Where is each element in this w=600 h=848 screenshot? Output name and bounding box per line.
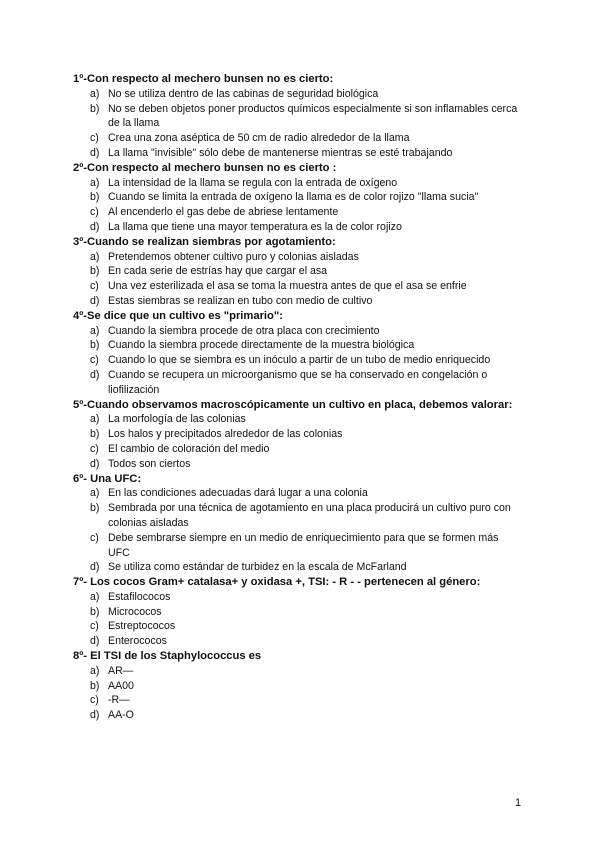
option-letter: d): [90, 457, 100, 470]
option-item: [73, 664, 523, 679]
option-item: [73, 146, 523, 161]
option-item: [73, 531, 523, 561]
option-letter: c): [90, 354, 99, 367]
option-text: Al encenderlo el gas debe de abriese lentamente: [108, 206, 339, 219]
option-letter: b): [90, 102, 100, 115]
page-number: 1: [515, 797, 522, 809]
option-text: No se utiliza dentro de las cabinas de seguridad biológica: [108, 87, 379, 100]
option-item: [73, 501, 523, 531]
option-item: [73, 324, 523, 339]
option-text: Micrococos: [108, 605, 162, 618]
option-letter: d): [90, 561, 100, 574]
option-item: [73, 679, 523, 694]
question-6: [73, 472, 523, 576]
option-letter: c): [90, 442, 99, 455]
option-list: [73, 486, 523, 575]
option-letter: a): [90, 590, 100, 603]
option-letter: b): [90, 339, 100, 352]
option-item: [73, 457, 523, 472]
option-text: Estafilococos: [108, 590, 171, 603]
option-letter: b): [90, 428, 100, 441]
option-letter: b): [90, 679, 100, 692]
option-list: [73, 664, 523, 723]
question-1: [73, 72, 523, 161]
option-text: Pretendemos obtener cultivo puro y colonias aisladas: [108, 250, 359, 263]
option-item: [73, 294, 523, 309]
option-letter: a): [90, 324, 100, 337]
option-list: [73, 412, 523, 471]
option-item: [73, 338, 523, 353]
option-list: [73, 176, 523, 235]
question-4: [73, 309, 523, 398]
option-letter: a): [90, 413, 100, 426]
option-text: No se deben objetos poner productos químicos especialmente si son inflamables cerca de la llama: [108, 102, 518, 130]
option-item: [73, 279, 523, 294]
question-title: 3º-Cuando se realizan siembras por agotamiento:: [73, 235, 336, 248]
option-letter: a): [90, 176, 100, 189]
option-item: [73, 220, 523, 235]
option-item: [73, 368, 523, 398]
option-letter: d): [90, 635, 100, 648]
option-item: [73, 353, 523, 368]
question-8: [73, 649, 523, 723]
option-letter: c): [90, 132, 99, 145]
option-letter: b): [90, 502, 100, 515]
option-text: En cada serie de estrías hay que cargar el asa: [108, 265, 328, 278]
option-item: [73, 590, 523, 605]
question-5: [73, 398, 523, 472]
option-item: [73, 176, 523, 191]
option-text: La intensidad de la llama se regula con la entrada de oxígeno: [108, 176, 398, 189]
option-item: [73, 102, 523, 132]
option-letter: d): [90, 368, 100, 381]
question-list: [73, 72, 523, 723]
option-item: [73, 605, 523, 620]
option-letter: c): [90, 694, 99, 707]
question-title: 6º- Una UFC:: [73, 472, 142, 485]
option-letter: a): [90, 487, 100, 500]
option-letter: a): [90, 664, 100, 677]
option-list: [73, 250, 523, 309]
option-item: [73, 486, 523, 501]
option-text: Sembrada por una técnica de agotamiento en una placa producirá un cultivo puro con colonias aisladas: [108, 502, 511, 529]
option-text: Una vez esterilizada el asa se toma la muestra antes de que el asa se enfrie: [108, 280, 467, 293]
option-item: [73, 693, 523, 708]
option-item: [73, 634, 523, 649]
option-text: Enterococos: [108, 635, 167, 648]
option-text: Estas siembras se realizan en tubo con medio de cultivo: [108, 294, 373, 307]
option-text: Crea una zona aséptica de 50 cm de radio alrededor de la llama: [108, 132, 410, 145]
option-text: Cuando la siembra procede de otra placa con crecimiento: [108, 324, 380, 337]
option-letter: c): [90, 531, 99, 544]
option-text: Estreptococos: [108, 620, 176, 633]
question-title: 7º- Los cocos Gram+ catalasa+ y oxidasa +, TSI: - R - - pertenecen al género:: [73, 576, 481, 589]
option-item: [73, 205, 523, 220]
option-item: [73, 190, 523, 205]
question-title: 4º-Se dice que un cultivo es "primario":: [73, 309, 283, 322]
option-text: Todos son ciertos: [108, 457, 191, 470]
option-text: Los halos y precipitados alrededor de las colonias: [108, 428, 343, 441]
option-text: AA-O: [108, 709, 134, 722]
option-item: [73, 250, 523, 265]
question-3: [73, 235, 523, 309]
option-item: [73, 264, 523, 279]
option-item: [73, 412, 523, 427]
option-text: AA00: [108, 679, 134, 692]
option-text: Se utiliza como estándar de turbidez en la escala de McFarland: [108, 561, 407, 574]
option-item: [73, 442, 523, 457]
option-text: Cuando la siembra procede directamente de la muestra biológica: [108, 339, 415, 352]
option-letter: c): [90, 206, 99, 219]
option-text: Cuando se limita la entrada de oxígeno la llama es de color rojizo "llama sucia": [108, 191, 479, 204]
option-letter: d): [90, 294, 100, 307]
option-text: AR—: [108, 664, 134, 677]
option-text: Cuando lo que se siembra es un inóculo a partir de un tubo de medio enriquecido: [108, 354, 491, 367]
option-item: [73, 427, 523, 442]
option-letter: d): [90, 146, 100, 159]
option-text: -R—: [108, 694, 130, 707]
question-title: 8º- El TSI de los Staphylococcus es: [73, 650, 262, 663]
option-text: Cuando se recupera un microorganismo que se ha conservado en congelación o liofilización: [108, 368, 488, 396]
option-item: [73, 131, 523, 146]
option-list: [73, 324, 523, 398]
option-letter: c): [90, 620, 99, 633]
option-text: El cambio de coloración del medio: [108, 442, 270, 455]
option-list: [73, 590, 523, 649]
option-text: La llama "invisible" sólo debe de mantenerse mientras se esté trabajando: [108, 146, 453, 159]
option-item: [73, 87, 523, 102]
option-letter: b): [90, 265, 100, 278]
option-letter: b): [90, 605, 100, 618]
option-letter: d): [90, 220, 100, 233]
option-item: [73, 619, 523, 634]
option-text: La llama que tiene una mayor temperatura es la de color rojizo: [108, 220, 402, 233]
option-letter: b): [90, 191, 100, 204]
question-2: [73, 161, 523, 235]
option-letter: c): [90, 280, 99, 293]
option-text: La morfología de las colonias: [108, 413, 246, 426]
option-item: [73, 560, 523, 575]
option-letter: a): [90, 250, 100, 263]
question-title: 1º-Con respecto al mechero bunsen no es cierto:: [73, 73, 334, 85]
question-title: 2º-Con respecto al mechero bunsen no es cierto :: [73, 161, 337, 174]
option-item: [73, 708, 523, 723]
option-text: En las condiciones adecuadas dará lugar a una colonia: [108, 487, 368, 500]
option-letter: a): [90, 87, 100, 100]
option-text: Debe sembrarse siempre en un medio de enriquecimiento para que se formen más UFC: [108, 531, 499, 559]
question-title: 5º-Cuando observamos macroscópicamente un cultivo en placa, debemos valorar:: [73, 398, 513, 411]
option-list: [73, 87, 523, 161]
question-7: [73, 575, 523, 649]
option-letter: d): [90, 709, 100, 722]
